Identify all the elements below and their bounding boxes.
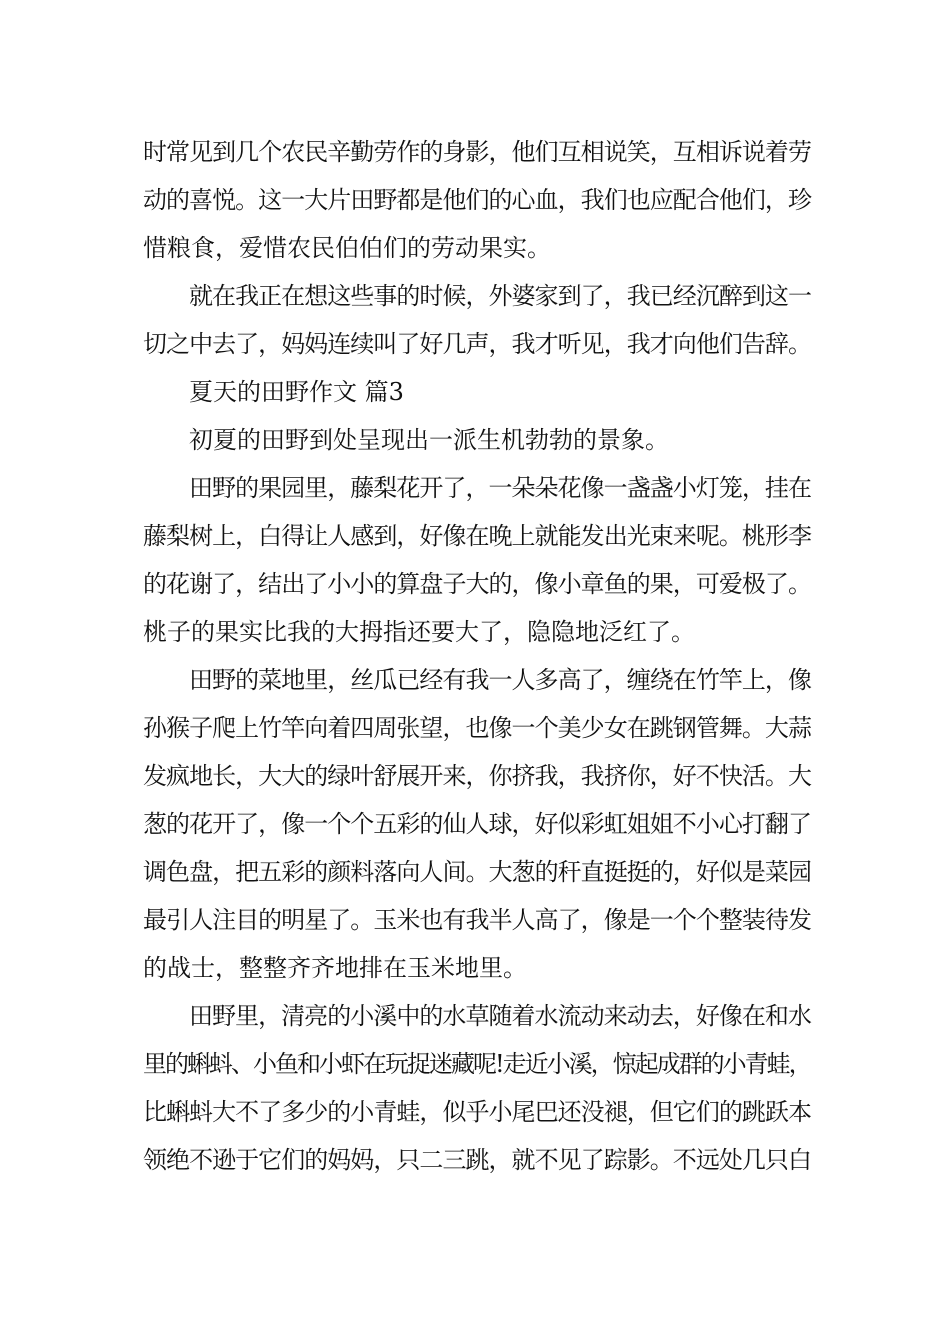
document-text-body <box>143 128 811 1184</box>
text-line: 切之中去了，妈妈连续叫了好几声，我才听见，我才向他们告辞。 <box>143 330 811 358</box>
text-line: 比蝌蚪大不了多少的小青蛙，似乎小尾巴还没褪，但它们的跳跃本 <box>143 1098 811 1126</box>
text-line: 就在我正在想这些事的时候，外婆家到了，我已经沉醉到这一 <box>189 282 811 310</box>
text-line: 田野的菜地里，丝瓜已经有我一人多高了，缠绕在竹竿上，像 <box>189 666 811 694</box>
text-line: 田野的果园里，藤梨花开了，一朵朵花像一盏盏小灯笼，挂在 <box>189 474 811 502</box>
text-line: 动的喜悦。这一大片田野都是他们的心血，我们也应配合他们，珍 <box>143 186 811 214</box>
text-line: 时常见到几个农民辛勤劳作的身影，他们互相说笑，互相诉说着劳 <box>143 138 811 166</box>
text-line: 最引人注目的明星了。玉米也有我半人高了，像是一个个整装待发 <box>143 906 811 934</box>
text-line: 孙猴子爬上竹竿向着四周张望，也像一个美少女在跳钢管舞。大蒜 <box>143 714 811 742</box>
text-line: 领绝不逊于它们的妈妈，只二三跳，就不见了踪影。不远处几只白 <box>143 1146 811 1174</box>
text-line: 藤梨树上，白得让人感到，好像在晚上就能发出光束来呢。桃形李 <box>143 522 811 550</box>
text-line: 的战士，整整齐齐地排在玉米地里。 <box>143 954 527 982</box>
text-line: 夏天的田野作文 篇3 <box>189 378 404 406</box>
text-line: 调色盘，把五彩的颜料落向人间。大葱的秆直挺挺的，好似是菜园 <box>143 858 811 886</box>
text-line: 发疯地长，大大的绿叶舒展开来，你挤我，我挤你，好不快活。大 <box>143 762 811 790</box>
text-line: 里的蝌蚪、小鱼和小虾在玩捉迷藏呢!走近小溪，惊起成群的小青蛙， <box>143 1050 811 1078</box>
text-line: 的花谢了，结出了小小的算盘子大的，像小章鱼的果，可爱极了。 <box>143 570 811 598</box>
text-line: 初夏的田野到处呈现出一派生机勃勃的景象。 <box>189 426 669 454</box>
text-line: 桃子的果实比我的大拇指还要大了，隐隐地泛红了。 <box>143 618 695 646</box>
text-line: 田野里，清亮的小溪中的水草随着水流动来动去，好像在和水 <box>189 1002 811 1030</box>
text-line: 惜粮食，爱惜农民伯伯们的劳动果实。 <box>143 234 551 262</box>
text-line: 葱的花开了，像一个个五彩的仙人球，好似彩虹姐姐不小心打翻了 <box>143 810 811 838</box>
